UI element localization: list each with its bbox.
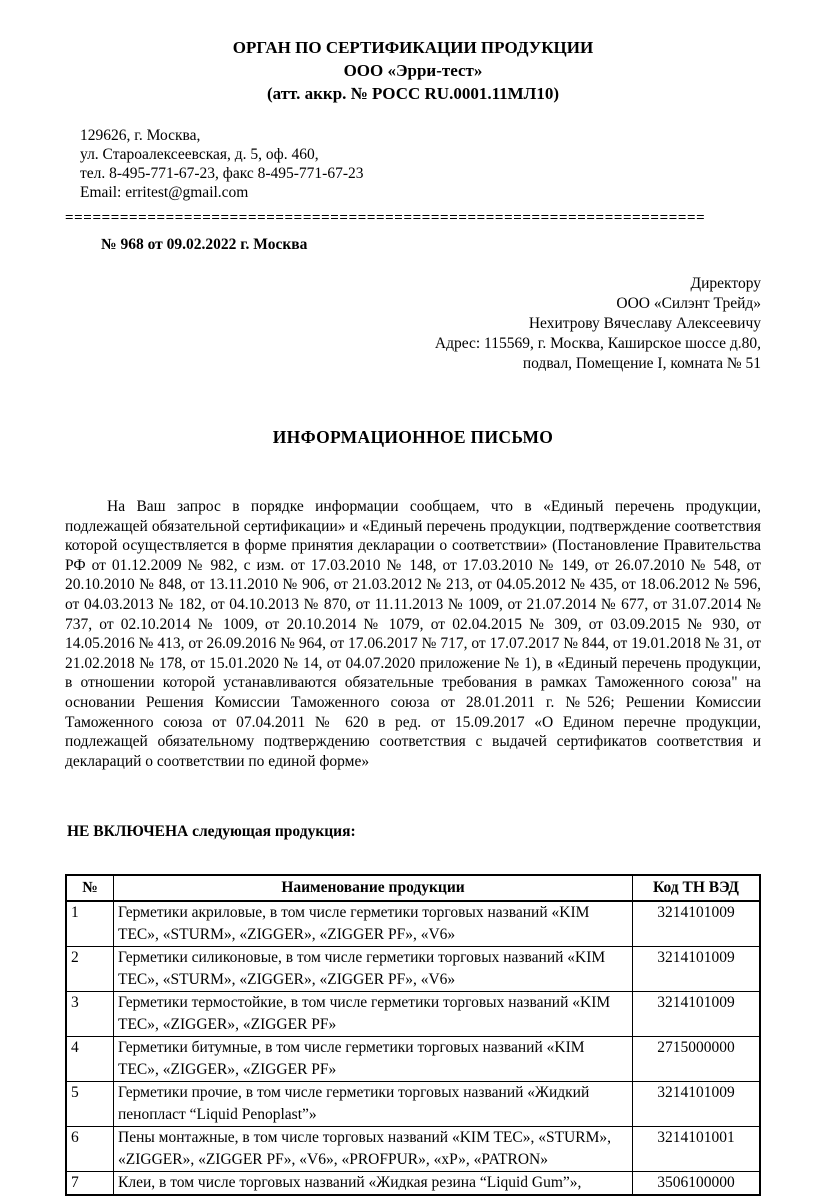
row-product-name: Герметики силиконовые, в том числе герметики торговых названий «KIM TEC», «STURM», «ZIGGER», «ZIGGER PF», «V6» [114, 947, 633, 992]
products-table-header [66, 875, 760, 901]
products-heading: НЕ ВКЛЮЧЕНА следующая продукция: [67, 823, 356, 841]
recipient-company: ООО «Силэнт Трейд» [616, 295, 761, 312]
row-num: 2 [66, 947, 114, 992]
org-address-line2: ул. Староалексеевская, д. 5, оф. 460, [80, 146, 319, 163]
row-num: 6 [66, 1127, 114, 1172]
org-email-line: Email: erritest@gmail.com [80, 184, 249, 201]
row-code: 3506100000 [633, 1172, 761, 1196]
table-header-row [66, 875, 760, 901]
table-row [66, 1037, 760, 1082]
org-header [65, 36, 761, 105]
table-row [66, 947, 760, 992]
recipient-role: Директору [690, 275, 761, 292]
row-product-name: Герметики битумные, в том числе герметики торговых названий «KIM TEC», «ZIGGER», «ZIGGER PF» [114, 1037, 633, 1082]
org-title: ОРГАН ПО СЕРТИФИКАЦИИ ПРОДУКЦИИ [232, 38, 594, 57]
org-address-line1: 129626, г. Москва, [80, 127, 201, 144]
letter-title: ИНФОРМАЦИОННОЕ ПИСЬМО [272, 427, 554, 447]
row-product-name: Герметики акриловые, в том числе герметики торговых названий «KIM TEC», «STURM», «ZIGGER», «ZIGGER PF», «V6» [114, 901, 633, 947]
table-row [66, 1172, 760, 1196]
row-code: 3214101009 [633, 1082, 761, 1127]
table-row [66, 901, 760, 947]
row-code: 3214101001 [633, 1127, 761, 1172]
header-cell-name: Наименование продукции [114, 875, 633, 901]
org-contact-block [80, 126, 761, 202]
table-row [66, 1082, 760, 1127]
row-code: 2715000000 [633, 1037, 761, 1082]
row-code: 3214101009 [633, 992, 761, 1037]
row-num: 1 [66, 901, 114, 947]
org-phone-line: тел. 8-495-771-67-23, факс 8-495-771-67-23 [80, 165, 364, 182]
row-product-name: Герметики термостойкие, в том числе герметики торговых названий «KIM TEC», «ZIGGER», «ZIGGER PF» [114, 992, 633, 1037]
row-product-name: Герметики прочие, в том числе герметики торговых названий «Жидкий пенопласт “Liquid Penoplast”» [114, 1082, 633, 1127]
org-accreditation: (атт. аккр. № РОСС RU.0001.11МЛ10) [266, 84, 560, 103]
separator-line: ====================================================================== [65, 211, 706, 225]
row-code: 3214101009 [633, 947, 761, 992]
row-code: 3214101009 [633, 901, 761, 947]
row-num: 5 [66, 1082, 114, 1127]
reference-number-line: № 968 от 09.02.2022 г. Москва [101, 236, 308, 253]
recipient-address-line1: Адрес: 115569, г. Москва, Каширское шоссе д.80, [434, 335, 761, 352]
letter-body-paragraph: На Ваш запрос в порядке информации сообщаем, что в «Единый перечень продукции, подлежащей обязательной сертификации» и «Единый перечень продукции, подтверждение соответствия которой осуществляется в форме принятия декларации о соответствии» (Постановление Правительства РФ от 01.12.2009 № 982, с изм. от 17.03.2010 № 148, от 17.03.2010 № 149, от 26.07.2010 № 548, от 20.10.2010 № 848, от 13.11.2010 № 906, от 21.03.2012 № 213, от 04.05.2012 № 435, от 18.06.2012 № 596, от 04.03.2013 № 182, от 04.10.2013 № 870, от 11.11.2013 № 1009, от 21.07.2014 № 677, от 31.07.2014 № 737, от 02.10.2014 № 1009, от 20.10.2014 № 1079, от 02.04.2015 № 309, от 03.09.2015 № 930, от 14.05.2016 № 413, от 26.09.2016 № 964, от 17.06.2017 № 717, от 17.07.2017 № 844, от 19.01.2018 № 31, от 21.02.2018 № 178, от 15.01.2020 № 14, от 04.07.2020 приложение № 1), в «Единый перечень продукции, в отношении которой устанавливаются обязательные требования в рамках Таможенного союза" на основании Решения Комиссии Таможенного союза от 28.01.2011 г. №526; Решении Комиссии Таможенного союза от 07.04.2011 № 620 в ред. от 15.09.2017 «О Едином перечне продукции, подлежащей обязательному подтверждению соответствия с выдачей сертификатов соответствия и деклараций о соответствии по единой форме» [65, 498, 761, 770]
recipient-address-line2: подвал, Помещение I, комната № 51 [522, 355, 761, 372]
recipient-block [65, 274, 761, 374]
table-row [66, 992, 760, 1037]
products-table-body [66, 901, 760, 1195]
row-num: 7 [66, 1172, 114, 1196]
header-cell-num: № [66, 875, 114, 901]
table-row [66, 1127, 760, 1172]
header-cell-code: Код ТН ВЭД [633, 875, 761, 901]
row-product-name: Пены монтажные, в том числе торговых названий «KIM TEC», «STURM», «ZIGGER», «ZIGGER PF», «V6», «PROFPUR», «хР», «PATRON» [114, 1127, 633, 1172]
row-num: 3 [66, 992, 114, 1037]
row-num: 4 [66, 1037, 114, 1082]
row-product-name: Клеи, в том числе торговых названий «Жидкая резина “Liquid Gum”», [114, 1172, 633, 1196]
products-table [65, 874, 761, 1196]
org-name: ООО «Эрри-тест» [343, 61, 483, 80]
recipient-person: Нехитрову Вячеславу Алексеевичу [528, 315, 761, 332]
